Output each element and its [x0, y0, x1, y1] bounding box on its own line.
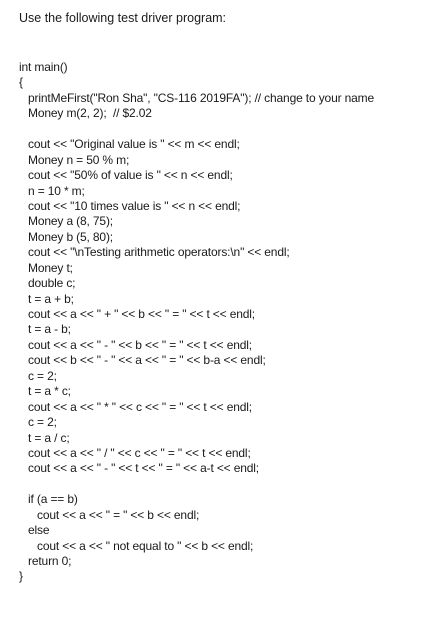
code-line: cout << a << " / " << c << " = " << t << endl;: [28, 445, 251, 460]
code-line: double c;: [28, 276, 76, 291]
code-line: Money n = 50 % m;: [28, 152, 130, 167]
code-line: cout << "50% of value is " << n << endl;: [28, 168, 233, 183]
code-line: cout << a << " * " << c << " = " << t << endl;: [28, 399, 252, 414]
code-line: t = a / c;: [28, 430, 70, 445]
code-line: int main(): [19, 60, 68, 74]
code-line: }: [19, 569, 23, 584]
code-line: cout << "10 times value is " << n << endl;: [28, 198, 241, 213]
code-line: Money a (8, 75);: [28, 214, 113, 229]
code-line: {: [19, 75, 23, 90]
code-line: t = a + b;: [28, 291, 74, 306]
code-line: cout << b << " - " << a << " = " << b-a << endl;: [28, 353, 266, 368]
code-listing: [19, 60, 429, 585]
code-line: else: [28, 523, 50, 538]
code-line: [19, 122, 429, 137]
code-line: return 0;: [28, 554, 72, 568]
code-line: cout << a << " - " << b << " = " << t << endl;: [28, 337, 252, 352]
code-line: [19, 477, 429, 492]
code-line: if (a == b): [28, 492, 78, 507]
code-line: Money t;: [28, 260, 73, 275]
code-line: cout << a << " + " << b << " = " << t << endl;: [28, 307, 255, 321]
code-line: t = a - b;: [28, 322, 71, 337]
code-line: c = 2;: [28, 368, 57, 383]
code-line: cout << "Original value is " << m << endl;: [28, 137, 240, 152]
code-line: n = 10 * m;: [28, 183, 85, 198]
code-line: Money b (5, 80);: [28, 229, 113, 244]
instruction-text: Use the following test driver program:: [19, 11, 227, 25]
code-line: cout << "\nTesting arithmetic operators:\n" << endl;: [28, 245, 290, 260]
code-line: cout << a << " = " << b << endl;: [37, 507, 200, 522]
code-line: t = a * c;: [28, 384, 71, 399]
code-line: cout << a << " not equal to " << b << endl;: [37, 538, 254, 553]
code-line: cout << a << " - " << t << " = " << a-t << endl;: [28, 461, 259, 476]
code-line: c = 2;: [28, 415, 57, 430]
code-line: Money m(2, 2); // $2.02: [28, 106, 152, 121]
code-line: printMeFirst("Ron Sha", "CS-116 2019FA"); // change to your name: [28, 90, 375, 105]
